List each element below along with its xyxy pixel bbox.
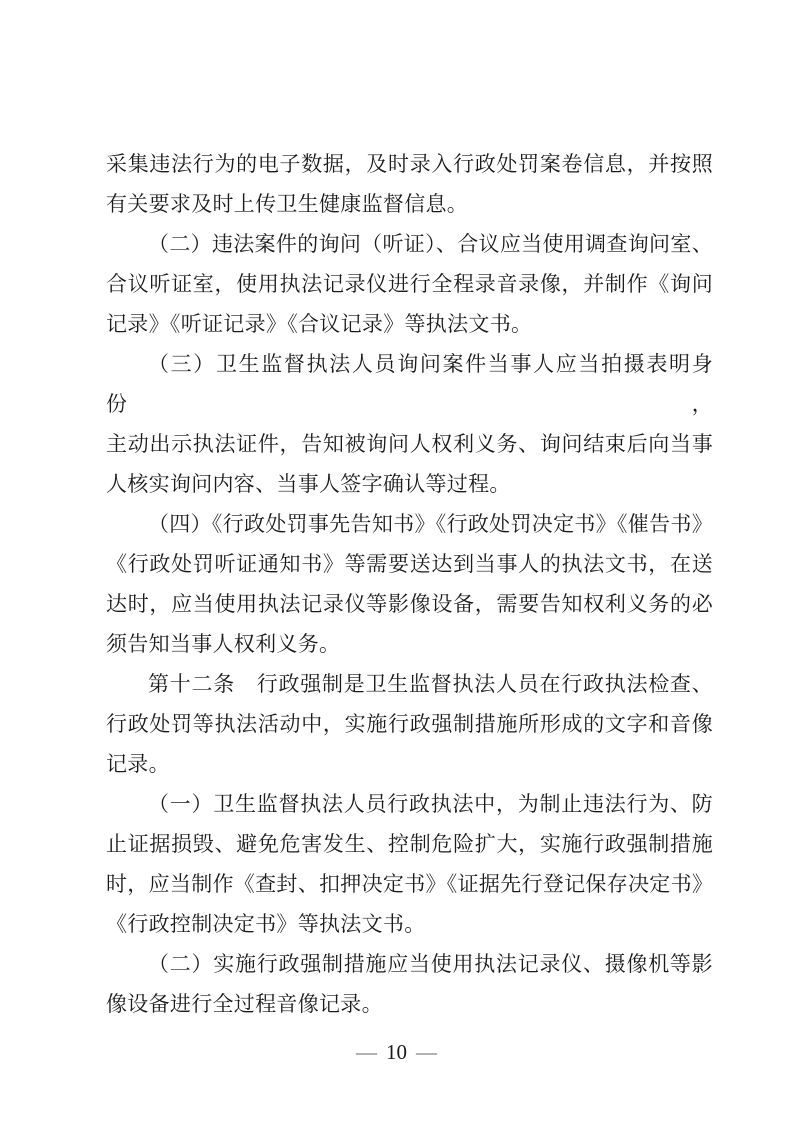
text-line: 像设备进行全过程音像记录。 xyxy=(106,992,383,1016)
text-line: 须告知当事人权利义务。 xyxy=(106,632,341,656)
text-line: 止证据损毁、避免危害发生、控制危险扩大，实施行政强制措施 xyxy=(106,832,713,856)
text-line: 第十二条 行政强制是卫生监督执法人员在行政执法检查、 xyxy=(148,672,713,696)
text-line: 记录》《听证记录》《合议记录》等执法文书。 xyxy=(106,312,533,336)
text-line: 主动出示执法证件，告知被询问人权利义务、询问结束后向当事 xyxy=(106,432,713,456)
page-footer xyxy=(0,1032,793,1072)
paragraph xyxy=(106,224,713,344)
text-line: （四）《行政处罚事先告知书》《行政处罚决定书》《催告书》 xyxy=(148,512,713,536)
text-line: 行政处罚等执法活动中，实施行政强制措施所形成的文字和音像 xyxy=(106,712,713,736)
text-line: 《行政处罚听证通知书》等需要送达到当事人的执法文书，在送 xyxy=(106,552,713,576)
footer-left-dash: — xyxy=(356,1040,377,1064)
paragraph xyxy=(106,504,713,664)
paragraph xyxy=(106,944,713,1024)
text-line: 人核实询问内容、当事人签字确认等过程。 xyxy=(106,472,511,496)
text-line: （二）违法案件的询问（听证）、合议应当使用调查询问室、 xyxy=(148,232,713,256)
text-line: 《行政控制决定书》等执法文书。 xyxy=(106,912,426,936)
text-line: 时，应当制作《查封、扣押决定书》《证据先行登记保存决定书》 xyxy=(106,872,714,896)
text-line: （一）卫生监督执法人员行政执法中，为制止违法行为、防 xyxy=(148,792,713,816)
footer-right-dash: — xyxy=(416,1040,437,1064)
document-body xyxy=(106,144,713,1024)
paragraph xyxy=(106,664,713,784)
text-line: 记录。 xyxy=(106,752,170,776)
paragraph xyxy=(106,784,713,944)
page-number: 10 xyxy=(386,1040,407,1064)
paragraph xyxy=(106,344,713,504)
text-line: （三）卫生监督执法人员询问案件当事人应当拍摄表明身份， xyxy=(106,352,713,416)
paragraph xyxy=(106,144,713,224)
text-line: 有关要求及时上传卫生健康监督信息。 xyxy=(106,192,469,216)
text-line: 合议听证室，使用执法记录仪进行全程录音录像，并制作《询问 xyxy=(106,272,713,296)
text-line: 采集违法行为的电子数据，及时录入行政处罚案卷信息，并按照 xyxy=(106,152,713,176)
text-line: （二）实施行政强制措施应当使用执法记录仪、摄像机等影 xyxy=(148,952,713,976)
text-line: 达时，应当使用执法记录仪等影像设备，需要告知权利义务的必 xyxy=(106,592,713,616)
